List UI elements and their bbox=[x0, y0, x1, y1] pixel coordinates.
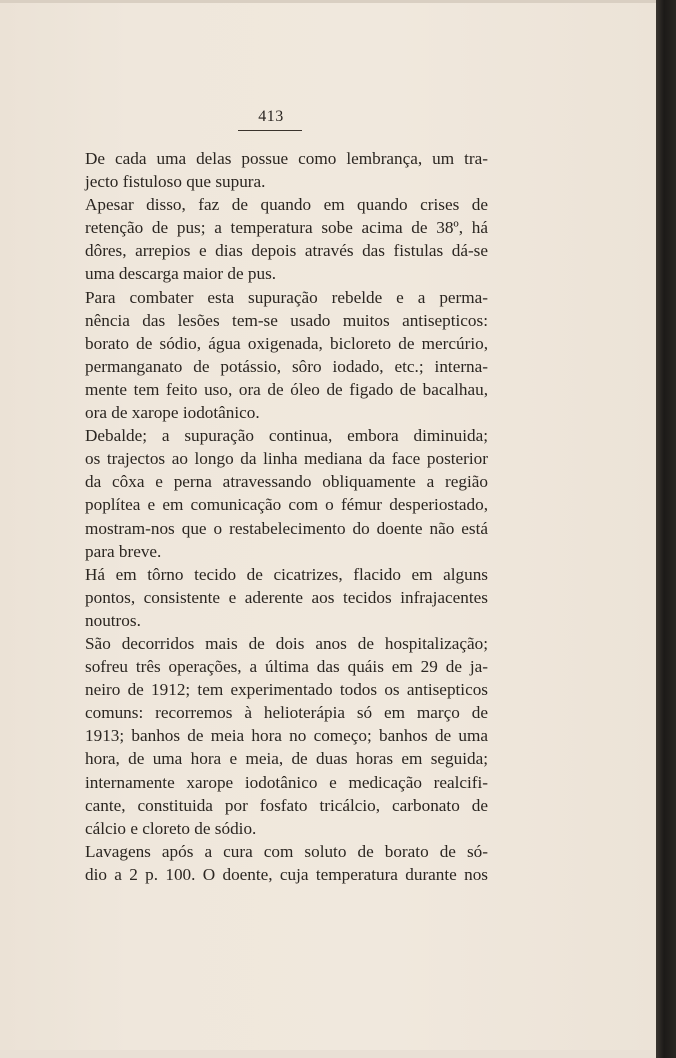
text-line: São decorridos mais de dois anos de hospitalização; bbox=[85, 633, 488, 653]
text-line: 1913; banhos de meia hora no começo; banhos de uma bbox=[85, 726, 488, 746]
text-line: permanganato de potássio, sôro iodado, etc.; interna- bbox=[85, 356, 488, 376]
text-line: mente tem feito uso, ora de óleo de figado de bacalhau, bbox=[85, 379, 488, 399]
page-number-underline bbox=[238, 130, 302, 131]
text-line: Lavagens após a cura com soluto de borato de só- bbox=[85, 841, 488, 861]
text-line: Para combater esta supuração rebelde e a perma- bbox=[85, 287, 488, 307]
text-line: hora, de uma hora e meia, de duas horas em seguida; bbox=[85, 749, 488, 769]
text-line: neiro de 1912; tem experimentado todos os antisepticos bbox=[85, 680, 488, 700]
text-line: dio a 2 p. 100. O doente, cuja temperatura durante nos bbox=[85, 864, 488, 884]
text-line: Apesar disso, faz de quando em quando crises de bbox=[85, 195, 488, 215]
text-line: cálcio e cloreto de sódio. bbox=[85, 818, 257, 838]
text-line: cante, constituida por fosfato tricálcio, carbonato de bbox=[85, 795, 488, 815]
text-line: Debalde; a supuração continua, embora diminuida; bbox=[85, 426, 488, 446]
text-line: noutros. bbox=[85, 610, 141, 630]
text-line: sofreu três operações, a última das quáis em 29 de ja- bbox=[85, 657, 488, 677]
text-line: borato de sódio, água oxigenada, bicloreto de mercúrio, bbox=[85, 333, 488, 353]
text-line: da côxa e perna atravessando obliquamente a região bbox=[85, 472, 488, 492]
page-top-edge bbox=[0, 0, 656, 3]
book-binding-edge bbox=[656, 0, 676, 1058]
text-line: mostram-nos que o restabelecimento do doente não está bbox=[85, 518, 488, 538]
text-line: jecto fistuloso que supura. bbox=[85, 172, 266, 192]
text-line: para breve. bbox=[85, 541, 162, 561]
page-number: 413 bbox=[258, 108, 284, 125]
text-line: ora de xarope iodotânico. bbox=[85, 403, 260, 423]
body-text bbox=[85, 147, 488, 886]
text-line: poplítea e em comunicação com o fémur desperiostado, bbox=[85, 495, 488, 515]
text-line: retenção de pus; a temperatura sobe acima de 38º, há bbox=[85, 218, 488, 238]
text-line: uma descarga maior de pus. bbox=[85, 264, 277, 284]
text-line: pontos, consistente e aderente aos tecidos infrajacentes bbox=[85, 587, 488, 607]
text-line: dôres, arrepios e dias depois através das fistulas dá-se bbox=[85, 241, 488, 261]
text-line: De cada uma delas possue como lembrança, um tra- bbox=[85, 149, 488, 168]
text-line: os trajectos ao longo da linha mediana da face posterior bbox=[85, 449, 488, 469]
text-line: Há em tôrno tecido de cicatrizes, flacido em alguns bbox=[85, 564, 488, 584]
text-line: internamente xarope iodotânico e medicação realcifi- bbox=[85, 772, 488, 792]
text-line: comuns: recorremos à helioterápia só em março de bbox=[85, 703, 488, 723]
text-line: nência das lesões tem-se usado muitos antisepticos: bbox=[85, 310, 488, 330]
